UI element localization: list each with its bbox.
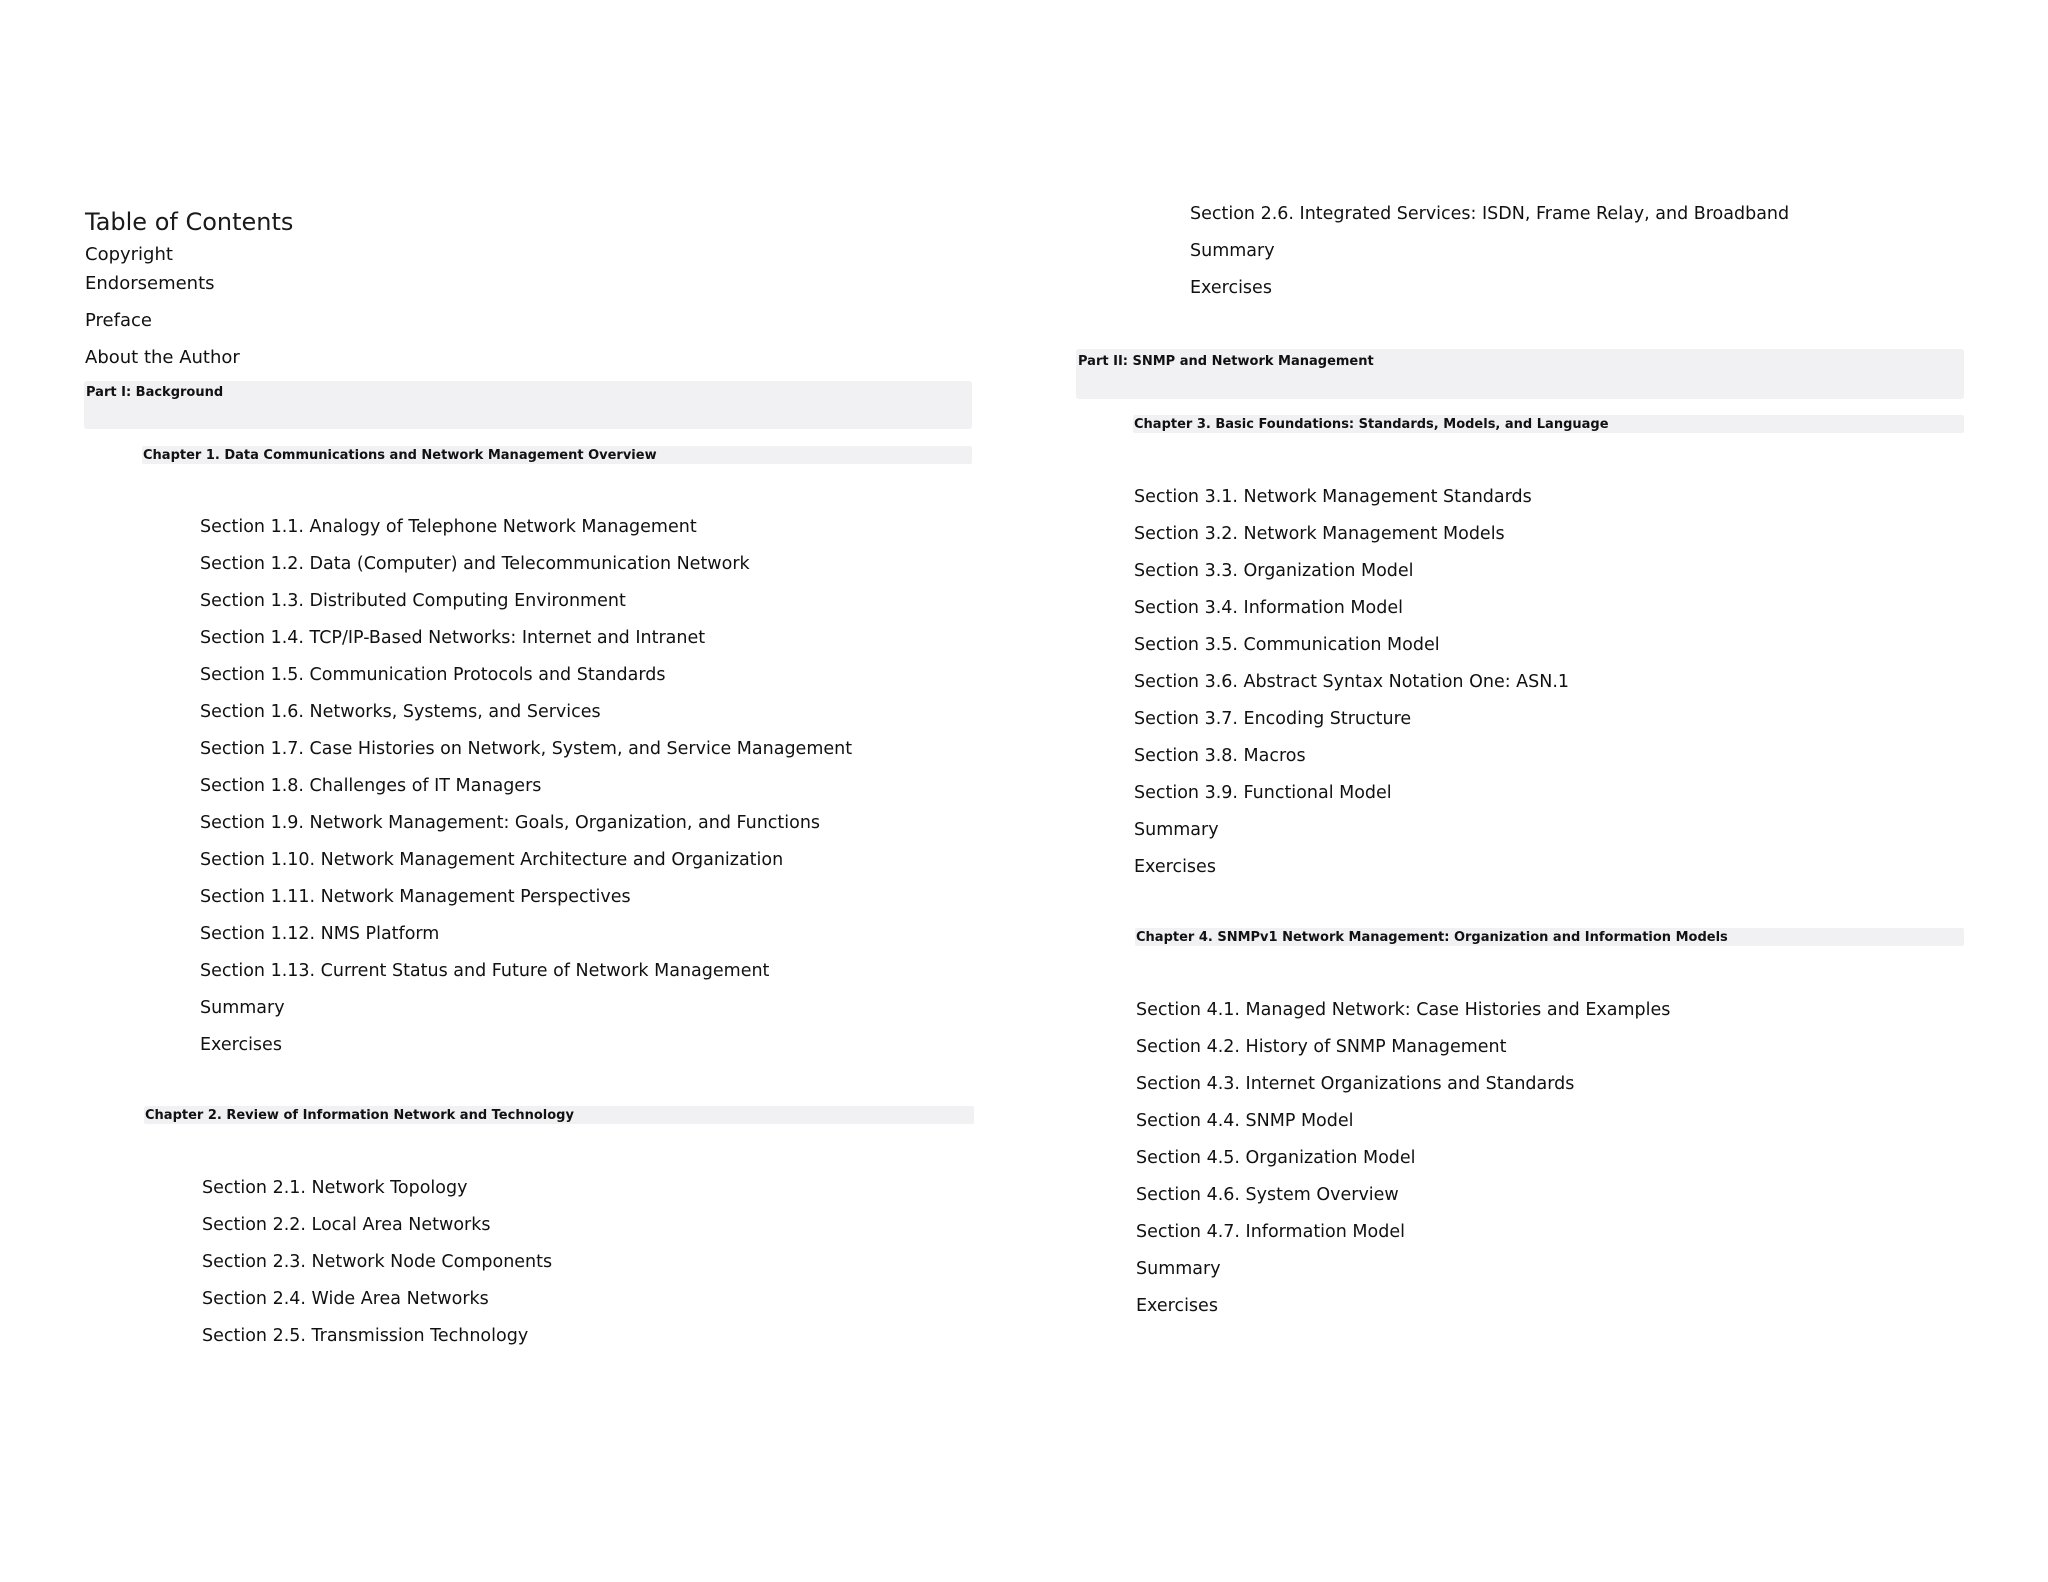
section-1-4-link[interactable]: Section 1.4. TCP/IP-Based Networks: Internet and Intranet <box>200 628 706 648</box>
toc-title: Table of Contents <box>85 208 294 236</box>
chapter-4-label[interactable]: Chapter 4. SNMPv1 Network Management: Organization and Information Models <box>1136 930 1728 945</box>
section-1-7-link[interactable]: Section 1.7. Case Histories on Network, System, and Service Management <box>200 739 853 759</box>
front-matter-about-author[interactable]: About the Author <box>85 347 240 368</box>
chapter-2-section-list <box>202 1176 552 1361</box>
section-1-9-link[interactable]: Section 1.9. Network Management: Goals, Organization, and Functions <box>200 813 821 833</box>
section-1-1-link[interactable]: Section 1.1. Analogy of Telephone Network Management <box>200 517 697 537</box>
section-2-6-link[interactable]: Section 2.6. Integrated Services: ISDN, Frame Relay, and Broadband <box>1190 204 1790 224</box>
chapter-3-label[interactable]: Chapter 3. Basic Foundations: Standards, Models, and Language <box>1134 417 1609 432</box>
chapter-1-summary-link[interactable]: Summary <box>200 998 285 1018</box>
front-matter-copyright[interactable]: Copyright <box>85 244 173 265</box>
section-4-2-link[interactable]: Section 4.2. History of SNMP Management <box>1136 1037 1507 1057</box>
section-1-8-link[interactable]: Section 1.8. Challenges of IT Managers <box>200 776 542 796</box>
section-4-7-link[interactable]: Section 4.7. Information Model <box>1136 1222 1405 1242</box>
chapter-4-section-list <box>1136 998 1670 1331</box>
section-2-4-link[interactable]: Section 2.4. Wide Area Networks <box>202 1289 489 1309</box>
section-4-4-link[interactable]: Section 4.4. SNMP Model <box>1136 1111 1354 1131</box>
part-2-label[interactable]: Part II: SNMP and Network Management <box>1078 354 1374 369</box>
chapter-3-summary-link[interactable]: Summary <box>1134 820 1219 840</box>
section-1-11-link[interactable]: Section 1.11. Network Management Perspectives <box>200 887 631 907</box>
section-2-5-link[interactable]: Section 2.5. Transmission Technology <box>202 1326 529 1346</box>
chapter-1-label[interactable]: Chapter 1. Data Communications and Network Management Overview <box>143 448 657 463</box>
section-3-9-link[interactable]: Section 3.9. Functional Model <box>1134 783 1392 803</box>
section-2-3-link[interactable]: Section 2.3. Network Node Components <box>202 1252 553 1272</box>
section-4-6-link[interactable]: Section 4.6. System Overview <box>1136 1185 1399 1205</box>
chapter-3-section-list <box>1134 485 1569 892</box>
section-4-1-link[interactable]: Section 4.1. Managed Network: Case Histories and Examples <box>1136 1000 1671 1020</box>
chapter-1-section-list <box>200 515 852 1070</box>
section-1-13-link[interactable]: Section 1.13. Current Status and Future of Network Management <box>200 961 770 981</box>
chapter-4-exercises-link[interactable]: Exercises <box>1136 1296 1218 1316</box>
section-3-1-link[interactable]: Section 3.1. Network Management Standards <box>1134 487 1532 507</box>
part-1-label[interactable]: Part I: Background <box>86 385 224 400</box>
section-2-2-link[interactable]: Section 2.2. Local Area Networks <box>202 1215 491 1235</box>
section-3-2-link[interactable]: Section 3.2. Network Management Models <box>1134 524 1505 544</box>
section-3-4-link[interactable]: Section 3.4. Information Model <box>1134 598 1403 618</box>
chapter-2-exercises-link[interactable]: Exercises <box>1190 278 1272 298</box>
chapter-1-exercises-link[interactable]: Exercises <box>200 1035 282 1055</box>
section-4-3-link[interactable]: Section 4.3. Internet Organizations and Standards <box>1136 1074 1575 1094</box>
chapter-2-summary-link[interactable]: Summary <box>1190 241 1275 261</box>
section-3-3-link[interactable]: Section 3.3. Organization Model <box>1134 561 1414 581</box>
section-4-5-link[interactable]: Section 4.5. Organization Model <box>1136 1148 1416 1168</box>
section-3-5-link[interactable]: Section 3.5. Communication Model <box>1134 635 1440 655</box>
section-1-5-link[interactable]: Section 1.5. Communication Protocols and Standards <box>200 665 666 685</box>
section-1-3-link[interactable]: Section 1.3. Distributed Computing Environment <box>200 591 626 611</box>
front-matter-preface[interactable]: Preface <box>85 310 152 331</box>
section-3-8-link[interactable]: Section 3.8. Macros <box>1134 746 1306 766</box>
section-3-7-link[interactable]: Section 3.7. Encoding Structure <box>1134 709 1412 729</box>
chapter-2-label[interactable]: Chapter 2. Review of Information Network and Technology <box>145 1108 574 1123</box>
section-1-2-link[interactable]: Section 1.2. Data (Computer) and Telecommunication Network <box>200 554 750 574</box>
section-1-12-link[interactable]: Section 1.12. NMS Platform <box>200 924 440 944</box>
chapter-2-continued-section-list <box>1190 202 1789 313</box>
section-3-6-link[interactable]: Section 3.6. Abstract Syntax Notation One: ASN.1 <box>1134 672 1570 692</box>
section-1-6-link[interactable]: Section 1.6. Networks, Systems, and Services <box>200 702 601 722</box>
front-matter-endorsements[interactable]: Endorsements <box>85 273 215 294</box>
section-1-10-link[interactable]: Section 1.10. Network Management Architecture and Organization <box>200 850 784 870</box>
chapter-4-summary-link[interactable]: Summary <box>1136 1259 1221 1279</box>
section-2-1-link[interactable]: Section 2.1. Network Topology <box>202 1178 468 1198</box>
chapter-3-exercises-link[interactable]: Exercises <box>1134 857 1216 877</box>
